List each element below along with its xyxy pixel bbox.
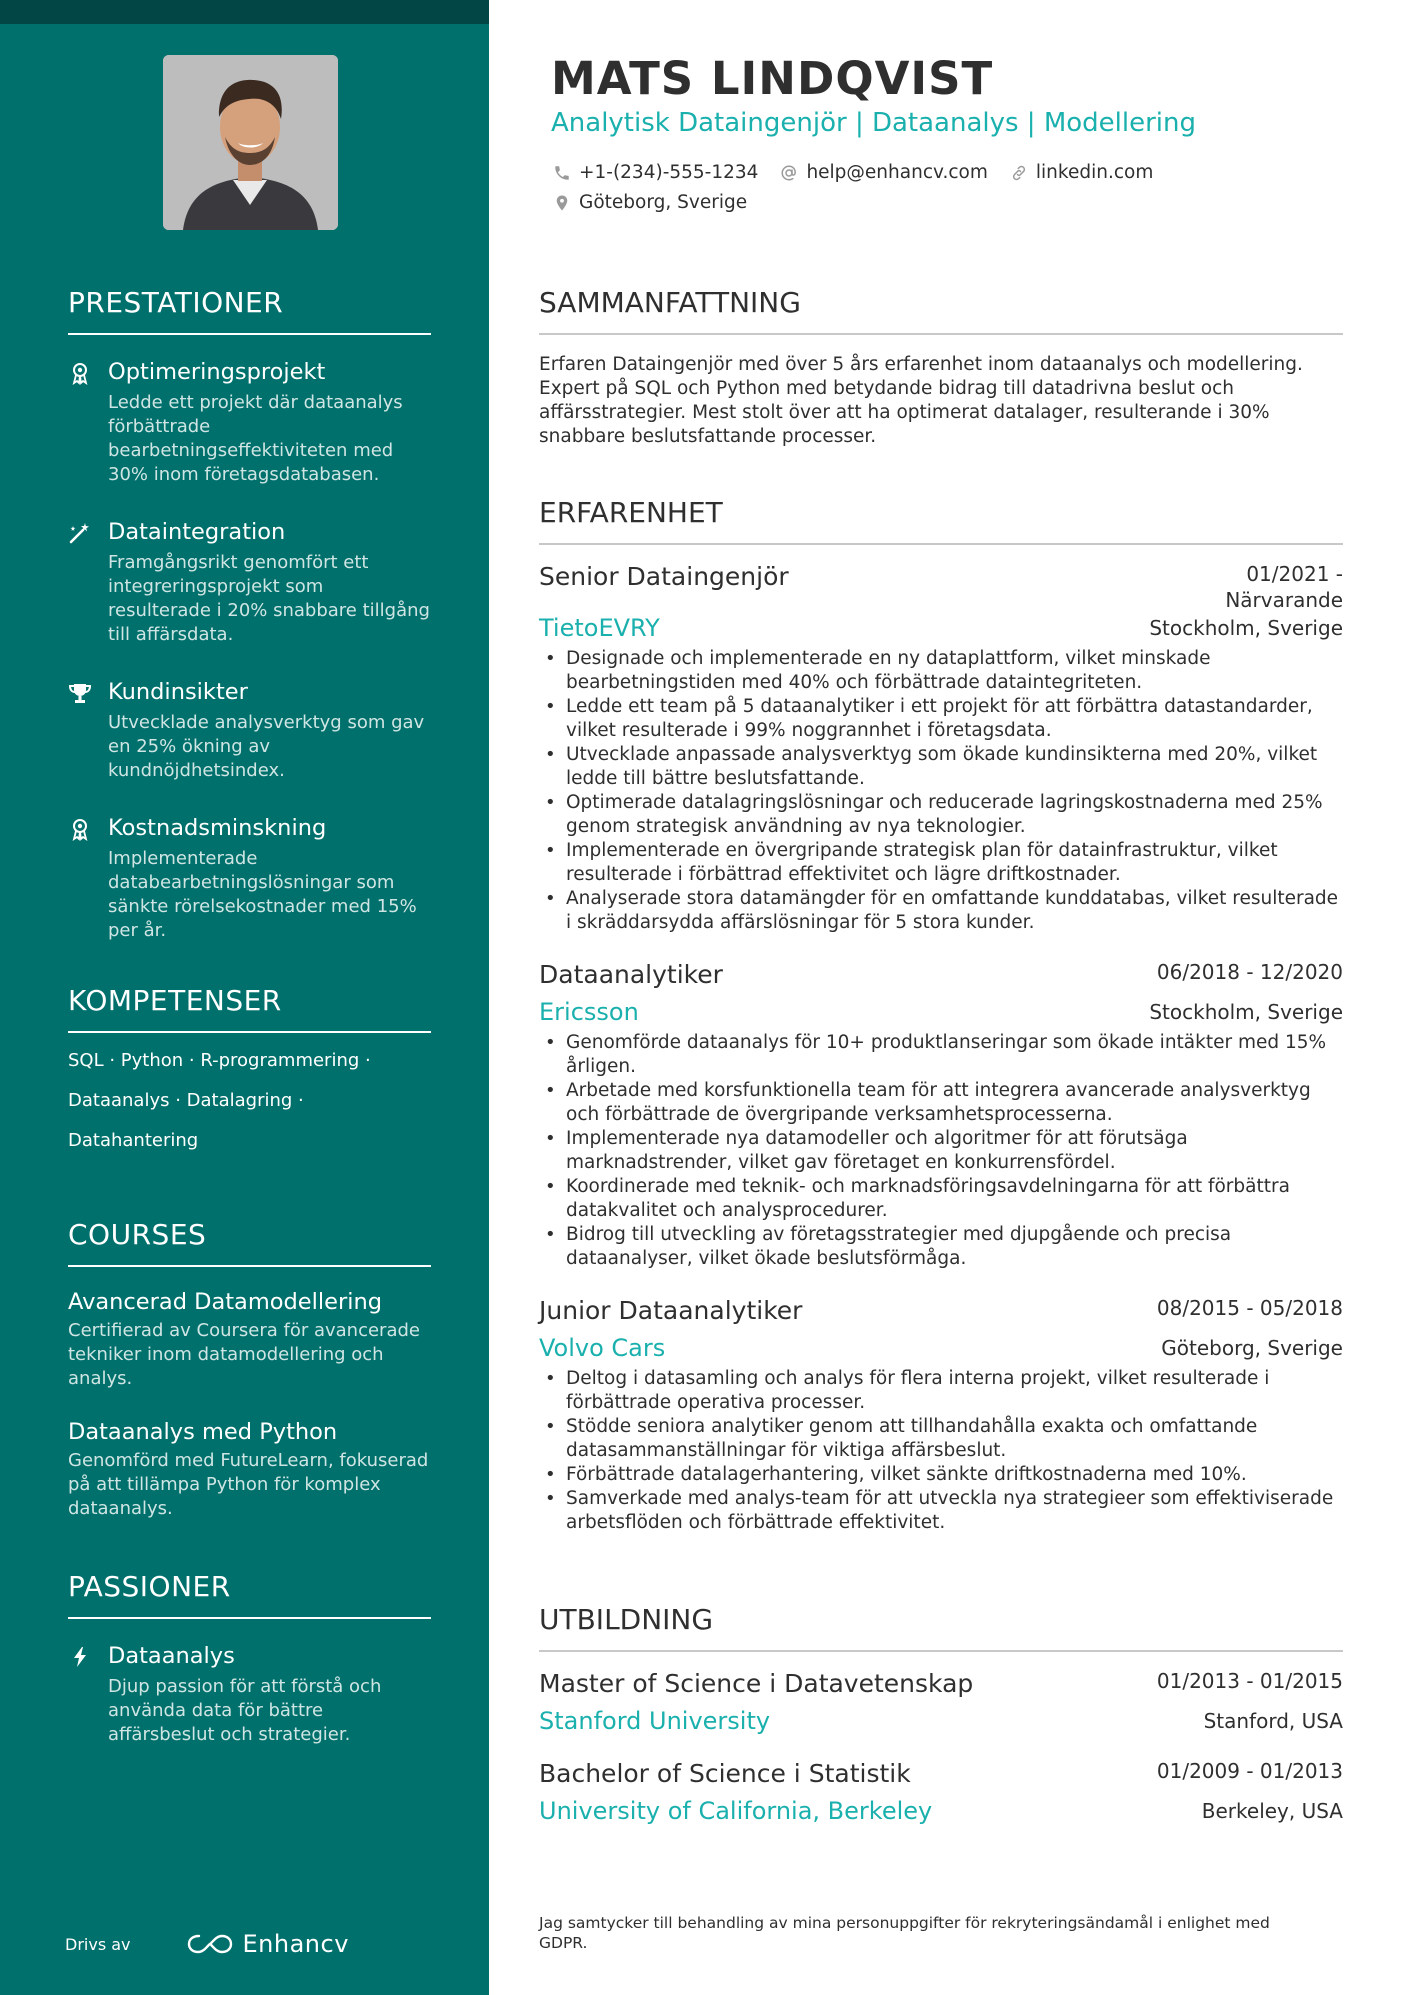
at-icon: [780, 164, 798, 182]
candidate-headline: Analytisk Dataingenjör | Dataanalys | Modellering: [551, 108, 1197, 138]
contact-row: [553, 162, 1175, 183]
phone-text: +1-(234)-555-1234: [579, 162, 759, 183]
job-bullets: [539, 647, 1343, 935]
brand-logo[interactable]: [187, 1930, 349, 1958]
degree-title: Master of Science i Datavetenskap: [539, 1669, 974, 1698]
company-name: TietoEVRY: [539, 614, 660, 642]
powered-by-label: Drivs av: [65, 1934, 131, 1954]
magic-wand-icon: [68, 521, 92, 545]
contact-location: [553, 192, 747, 213]
job-location: Göteborg, Sverige: [1161, 1336, 1343, 1360]
course-desc: Certifierad av Coursera för avancerade tekniker inom datamodellering och analys.: [68, 1320, 420, 1389]
job-title: Dataanalytiker: [539, 960, 723, 989]
skills-line: Datahantering: [68, 1130, 199, 1151]
location-pin-icon: [553, 194, 571, 212]
school-location: Berkeley, USA: [1201, 1799, 1343, 1823]
job-title: Junior Dataanalytiker: [539, 1296, 803, 1325]
contact-phone[interactable]: [553, 162, 758, 183]
sidebar-top-band: [0, 0, 489, 24]
company-name: Ericsson: [539, 998, 639, 1026]
education-entry: [539, 1758, 1343, 1826]
achievement-title: Kostnadsminskning: [108, 815, 327, 841]
job-bullet: • Bidrog till utveckling av företagsstrategier med djupgående och precisa dataanalyser, vilket ökade beslutsförmåga.: [539, 1223, 1343, 1271]
company-name: Volvo Cars: [539, 1334, 666, 1362]
sidebar: [0, 0, 489, 1995]
achievements-title: PRESTATIONER: [68, 286, 431, 335]
courses-title: COURSES: [68, 1218, 431, 1267]
job-entry: [539, 561, 1343, 935]
achievement-desc: Ledde ett projekt där dataanalys förbättrade bearbetningseffektiviteten med 30% inom företagsdatabasen.: [108, 392, 403, 485]
courses-section: [68, 1218, 431, 1521]
job-bullet: • Genomförde dataanalys för 10+ produktlanseringar som ökade intäkter med 15% årligen.: [539, 1031, 1343, 1079]
job-bullet: • Arbetade med korsfunktionella team för att integrera avancerade analysverktyg och förbättrade de övergripande verksamhetsprocesserna.: [539, 1079, 1343, 1127]
course-title: Dataanalys med Python: [68, 1419, 338, 1445]
job-date: 08/2015 - 05/2018: [1156, 1296, 1343, 1320]
achievement-item: [68, 677, 431, 783]
email-text: help@enhancv.com: [806, 162, 988, 183]
passions-section: [68, 1570, 431, 1747]
enhancv-logo-icon: [187, 1932, 233, 1956]
job-title: Senior Dataingenjör: [539, 562, 789, 591]
passion-desc: Djup passion för att förstå och använda data för bättre affärsbeslut och strategier.: [108, 1676, 382, 1745]
education-entry: [539, 1668, 1343, 1736]
skills-title: KOMPETENSER: [68, 984, 431, 1033]
course-item: [68, 1287, 431, 1391]
achievement-title: Optimeringsprojekt: [108, 359, 326, 385]
job-bullet: • Ledde ett team på 5 dataanalytiker i ett projekt för att förbättra datastandarder, vilket resulterade i 99% noggrannhet i företagsdata.: [539, 695, 1343, 743]
job-bullet: • Deltog i datasamling och analys för flera interna projekt, vilket resulterade i förbättrade operativa processer.: [539, 1367, 1343, 1415]
passions-title: PASSIONER: [68, 1570, 431, 1619]
achievement-title: Kundinsikter: [108, 679, 248, 705]
education-title: UTBILDNING: [539, 1603, 1343, 1652]
school-location: Stanford, USA: [1203, 1709, 1343, 1733]
school-name: University of California, Berkeley: [539, 1797, 933, 1825]
passion-title: Dataanalys: [108, 1643, 235, 1669]
gdpr-consent: Jag samtycker till behandling av mina personuppgifter för rekryteringsändamål i enlighet med GDPR.: [539, 1914, 1270, 1952]
link-text: linkedin.com: [1035, 162, 1154, 183]
job-bullet: • Stödde seniora analytiker genom att tillhandahålla exakta och omfattande datasammanställningar för viktiga affärsbeslut.: [539, 1415, 1343, 1463]
location-text: Göteborg, Sverige: [579, 192, 748, 213]
achievement-item: [68, 357, 431, 487]
education-date: 01/2013 - 01/2015: [1156, 1669, 1343, 1693]
lightning-icon: [68, 1645, 92, 1669]
summary-title: SAMMANFATTNING: [539, 286, 1343, 335]
profile-photo: [163, 55, 338, 230]
course-title: Avancerad Datamodellering: [68, 1289, 383, 1315]
passion-item: [68, 1641, 431, 1747]
achievement-desc: Implementerade databearbetningslösningar som sänkte rörelsekostnader med 15% per år.: [108, 848, 417, 941]
job-bullet: • Samverkade med analys-team för att utveckla nya strategieer som effektiviserade arbetsflöden och förbättrade effektivitet.: [539, 1487, 1343, 1535]
school-name: Stanford University: [539, 1707, 771, 1735]
powered-by: [65, 1930, 349, 1958]
achievement-desc: Utvecklade analysverktyg som gav en 25% ökning av kundnöjdhetsindex.: [108, 712, 425, 781]
skills-list: [68, 1049, 431, 1153]
job-bullet: • Implementerade nya datamodeller och algoritmer för att förutsäga marknadstrender, vilket gav företaget en konkurrensfördel.: [539, 1127, 1343, 1175]
summary-section: [539, 286, 1343, 449]
job-bullet: • Implementerade en övergripande strategisk plan för datainfrastruktur, vilket resulterade i förbättrad effektivitet och lägre driftkostnader.: [539, 839, 1343, 887]
achievements-section: [68, 286, 431, 943]
job-bullet: • Utvecklade anpassade analysverktyg som ökade kundinsikterna med 20%, vilket ledde till bättre beslutsfattande.: [539, 743, 1343, 791]
achievement-title: Dataintegration: [108, 519, 286, 545]
job-bullet: • Designade och implementerade en ny dataplattform, vilket minskade bearbetningstiden med 40% och förbättrade dataintegriteten.: [539, 647, 1343, 695]
job-date-line: 01/2021 -: [1246, 562, 1343, 586]
achievement-item: [68, 813, 431, 943]
summary-text: Erfaren Dataingenjör med över 5 års erfarenhet inom dataanalys och modellering. Expert på SQL och Python med betydande bidrag till datadrivna beslut och affärsstrategier. Mest stolt över att ha optimerat datalager, resulterande i 30% snabbare beslutsfattande processer.: [539, 354, 1303, 447]
award-ribbon-icon: [68, 361, 92, 385]
trophy-icon: [68, 681, 92, 705]
award-ribbon-icon: [68, 817, 92, 841]
experience-title: ERFARENHET: [539, 496, 1343, 545]
candidate-name: MATS LINDQVIST: [551, 52, 994, 105]
phone-icon: [553, 164, 571, 182]
course-item: [68, 1417, 431, 1521]
job-bullets: [539, 1031, 1343, 1271]
course-desc: Genomförd med FutureLearn, fokuserad på att tillämpa Python för komplex dataanalys.: [68, 1450, 429, 1519]
link-icon: [1010, 164, 1028, 182]
contact-email[interactable]: [780, 162, 987, 183]
job-location: Stockholm, Sverige: [1149, 1000, 1343, 1024]
education-section: [539, 1603, 1343, 1826]
skills-section: [68, 984, 431, 1153]
job-location: Stockholm, Sverige: [1149, 616, 1343, 640]
achievement-item: [68, 517, 431, 647]
job-date-line: Närvarande: [1225, 588, 1343, 612]
job-entry: [539, 959, 1343, 1271]
job-bullet: • Förbättrade datalagerhantering, vilket sänkte driftkostnaderna med 10%.: [539, 1463, 1343, 1487]
brand-name: Enhancv: [242, 1930, 349, 1958]
job-bullet: • Analyserade stora datamängder för en omfattande kunddatabas, vilket resulterade i skräddarsydda affärslösningar för 5 stora kunder.: [539, 887, 1343, 935]
degree-title: Bachelor of Science i Statistik: [539, 1759, 911, 1788]
skills-line: Dataanalys · Datalagring ·: [68, 1090, 304, 1111]
contact-link[interactable]: [1010, 162, 1153, 183]
job-bullet: • Optimerade datalagringslösningar och reducerade lagringskostnaderna med 25% genom strategisk användning av nya teknologier.: [539, 791, 1343, 839]
job-date: 06/2018 - 12/2020: [1156, 960, 1343, 984]
job-date: [1225, 561, 1343, 613]
achievement-desc: Framgångsrikt genomfört ett integreringsprojekt som resulterade i 20% snabbare tillgång till affärsdata.: [108, 552, 430, 645]
experience-section: [539, 496, 1343, 1535]
skills-line: SQL · Python · R-programmering ·: [68, 1050, 371, 1071]
job-bullets: [539, 1367, 1343, 1535]
job-entry: [539, 1295, 1343, 1535]
education-date: 01/2009 - 01/2013: [1156, 1759, 1343, 1783]
contact-row: [553, 192, 769, 213]
job-bullet: • Koordinerade med teknik- och marknadsföringsavdelningarna för att förbättra datakvalitet och analysprocedurer.: [539, 1175, 1343, 1223]
